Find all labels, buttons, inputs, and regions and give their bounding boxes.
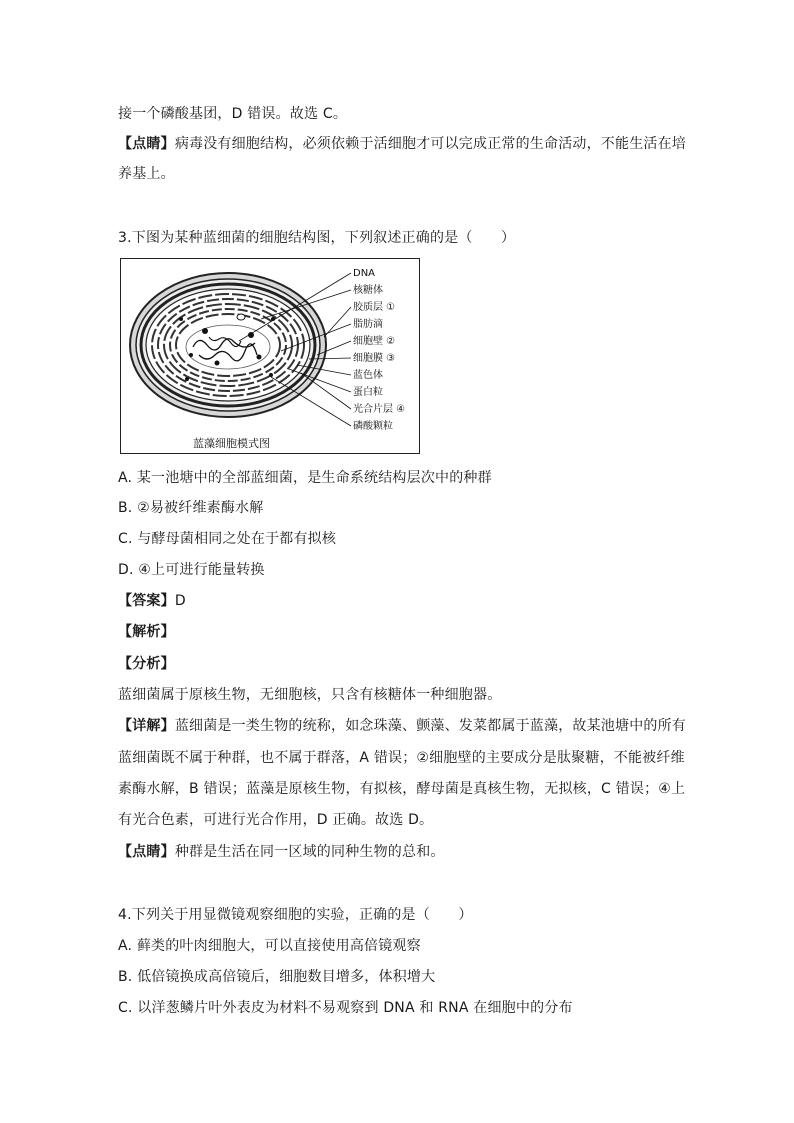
label-phosphate-granule: 磷酸颗粒 (353, 421, 393, 432)
question-4-stem: 4.下列关于用显微镜观察细胞的实验，正确的是（ ） (118, 907, 473, 923)
option-c: C. 与酵母菌相同之处在于都有拟核 (118, 531, 337, 547)
comment-text: 种群是生活在同一区域的同种生物的总和。 (174, 844, 445, 860)
analysis-tag: 【解析】 (118, 624, 175, 640)
label-cell-membrane: 细胞膜 ③ (353, 353, 396, 364)
comment-line (118, 134, 686, 154)
answer-line (118, 591, 186, 611)
paragraph-line: 养基上。 (118, 166, 175, 182)
question-3-stem: 3.下图为某种蓝细菌的细胞结构图，下列叙述正确的是（ ） (118, 230, 516, 246)
paragraph-line: 接一个磷酸基团，D 错误。故选 C。 (118, 106, 348, 122)
comment-line (118, 842, 445, 862)
answer-tag: 【答案】 (118, 593, 175, 609)
option-b: B. 低倍镜换成高倍镜后，细胞数目增多，体积增大 (118, 969, 436, 985)
option-a: A. 某一池塘中的全部蓝细菌，是生命系统结构层次中的种群 (118, 470, 492, 486)
option-a: A. 藓类的叶肉细胞大，可以直接使用高倍镜观察 (118, 938, 421, 954)
label-ribosome: 核糖体 (353, 285, 383, 296)
option-d: D. ④上可进行能量转换 (118, 562, 265, 578)
label-lipid-droplet: 脂肪滴 (353, 319, 383, 330)
cell-diagram-svg (121, 259, 421, 455)
comment-tag: 【点睛】 (118, 844, 175, 860)
label-gel-layer: 胶质层 ① (353, 302, 396, 313)
figure-caption: 蓝藻细胞模式图 (193, 437, 270, 450)
detail-line: 有光合色素，可进行光合作用，D 正确。故选 D。 (118, 812, 434, 828)
label-thylakoid: 光合片层 ④ (353, 404, 406, 415)
label-protein-granule: 蛋白粒 (353, 387, 383, 398)
option-c: C. 以洋葱鳞片叶外表皮为材料不易观察到 DNA 和 RNA 在细胞中的分布 (118, 1000, 573, 1016)
comment-tag: 【点睛】 (118, 136, 175, 152)
detail-line: 蓝细菌既不属于种群，也不属于群落，A 错误；②细胞壁的主要成分是肽聚糖，不能被纤维 (118, 750, 685, 766)
detail-text: 蓝细菌是一类生物的统称，如念珠藻、颤藻、发菜都属于蓝藻，故某池塘中的所有 (174, 718, 687, 734)
fenxi-tag: 【分析】 (118, 656, 175, 672)
label-dna: DNA (353, 268, 376, 279)
cyanobacteria-cell-diagram (120, 258, 420, 454)
detail-line (118, 716, 686, 736)
fenxi-text: 蓝细菌属于原核生物，无细胞核，只含有核糖体一种细胞器。 (118, 687, 502, 703)
detail-tag: 【详解】 (118, 718, 175, 734)
detail-line: 素酶水解，B 错误；蓝藻是原核生物，有拟核，酵母菌是真核生物，无拟核，C 错误；④上 (118, 781, 686, 797)
label-cyanosome: 蓝色体 (353, 370, 383, 381)
answer-value: D (174, 593, 186, 609)
comment-text: 病毒没有细胞结构，必须依赖于活细胞才可以完成正常的生命活动，不能生活在培 (174, 136, 687, 152)
label-cell-wall: 细胞壁 ② (353, 336, 396, 347)
option-b: B. ②易被纤维素酶水解 (118, 500, 264, 516)
